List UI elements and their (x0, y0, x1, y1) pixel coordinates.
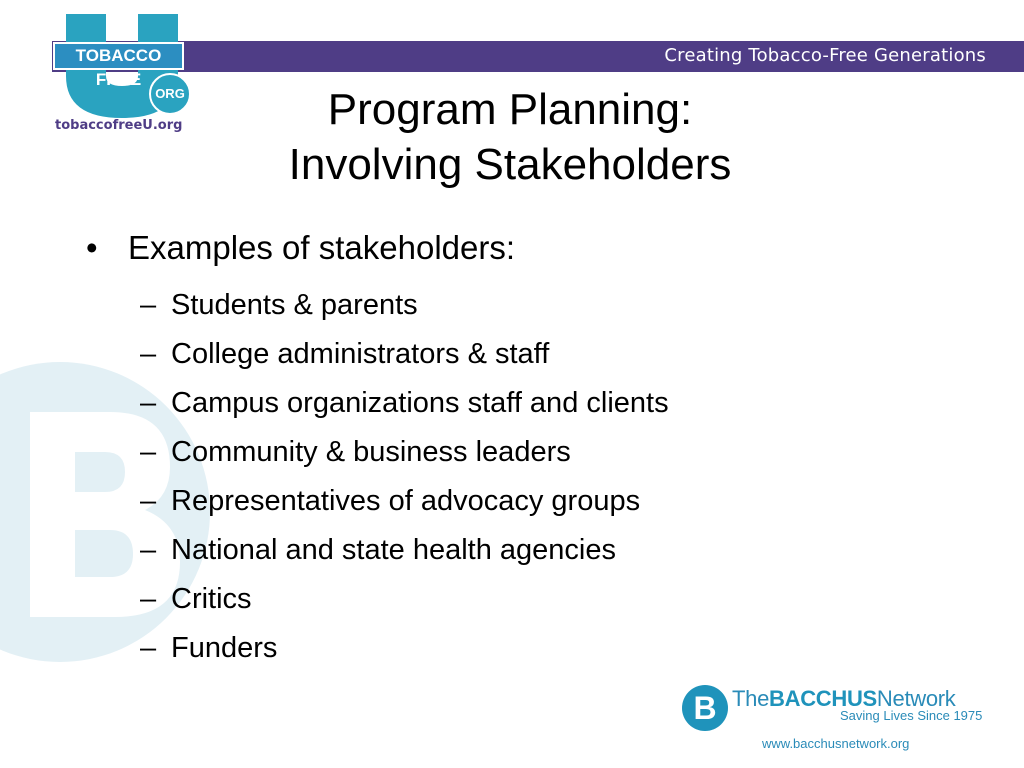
bacchus-b-icon: B (682, 685, 728, 731)
bacchus-bold: BACCHUS (769, 686, 877, 711)
dash-icon: – (140, 632, 157, 664)
sub-item-text: Funders (171, 632, 278, 664)
sub-item (140, 435, 571, 469)
slide-title-line-1: Program Planning: (327, 85, 693, 134)
bacchus-slogan: Saving Lives Since 1975 (840, 708, 983, 723)
sub-item-text: Community & business leaders (171, 436, 571, 468)
slide-title (200, 82, 820, 192)
logo-org-circle: ORG (149, 73, 191, 115)
sub-item-text: Students & parents (171, 289, 418, 321)
sub-item-text: Critics (171, 583, 252, 615)
dash-icon: – (140, 387, 157, 419)
sub-item-text: Representatives of advocacy groups (171, 485, 641, 517)
sub-item (140, 288, 418, 322)
dash-icon: – (140, 289, 157, 321)
sub-item-text: Campus organizations staff and clients (171, 387, 669, 419)
dash-icon: – (140, 583, 157, 615)
sub-item (140, 337, 549, 371)
bullet-item (86, 228, 515, 268)
logo-badge: TOBACCO FREE (53, 42, 184, 70)
bacchus-network-logo (682, 682, 1012, 762)
sub-item (140, 484, 640, 518)
bullet-text: Examples of stakeholders: (128, 229, 516, 266)
logo-url: tobaccofreeU.org (55, 118, 183, 133)
sub-item-text: National and state health agencies (171, 534, 616, 566)
banner-tagline: Creating Tobacco-Free Generations (664, 45, 986, 66)
dash-icon: – (140, 338, 157, 370)
sub-item (140, 533, 616, 567)
bullet-icon: • (86, 229, 98, 266)
dash-icon: – (140, 534, 157, 566)
bacchus-url: www.bacchusnetwork.org (762, 736, 910, 751)
bacchus-the: The (732, 686, 770, 711)
sub-item (140, 631, 277, 665)
bacchus-network: Network (876, 686, 956, 711)
slide-title-line-2: Involving Stakeholders (288, 140, 732, 189)
dash-icon: – (140, 485, 157, 517)
dash-icon: – (140, 436, 157, 468)
sub-item (140, 386, 669, 420)
sub-item (140, 582, 252, 616)
sub-item-text: College administrators & staff (171, 338, 550, 370)
